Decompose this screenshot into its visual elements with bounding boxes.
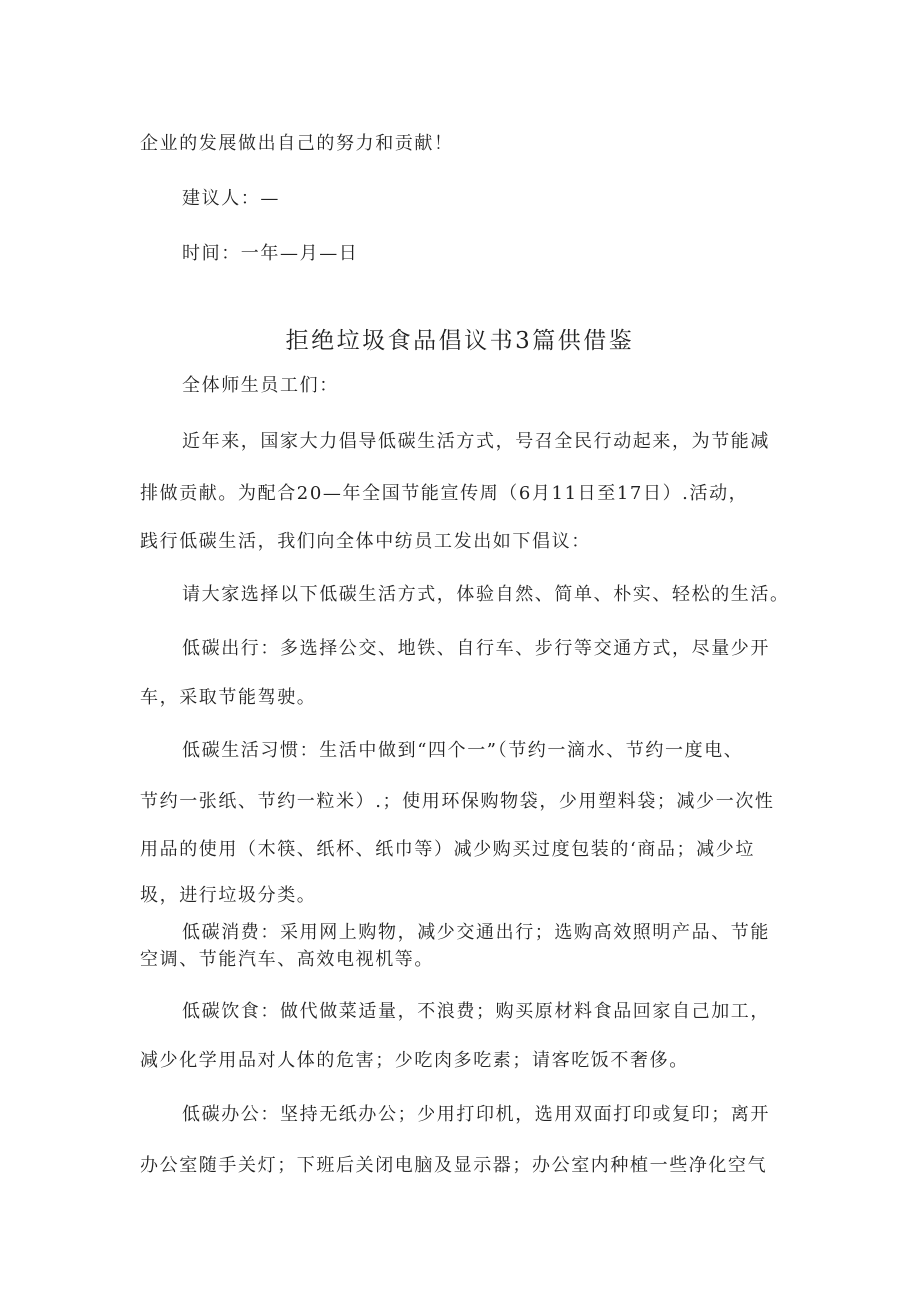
paragraph-line: 低碳生活习惯：生活中做到“四个一”（节约一滴水、节约一度电、 — [182, 740, 744, 761]
paragraph-line: 空调、节能汽车、高效电视机等。 — [140, 949, 434, 970]
paragraph-line: 低碳办公：坚持无纸办公；少用打印机，选用双面打印或复印；离开 — [182, 1104, 770, 1125]
paragraph-line: 减少化学用品对人体的危害；少吃肉多吃素；请客吃饭不奢侈。 — [140, 1050, 689, 1071]
paragraph-line: 低碳消费：采用网上购物，减少交通出行；选购高效照明产品、节能 — [182, 922, 770, 943]
date-line: 时间：一年—月—日 — [182, 243, 359, 264]
paragraph-line: 请大家选择以下低碳生活方式，体验自然、简单、朴实、轻松的生活。 — [182, 584, 790, 605]
paragraph-line: 节约一张纸、节约一粒米）.；使用环保购物袋，少用塑料袋；减少一次性 — [140, 791, 775, 812]
page-title: 拒绝垃圾食品倡议书3篇供借鉴 — [285, 328, 635, 354]
paragraph-line: 低碳出行：多选择公交、地铁、自行车、步行等交通方式，尽量少开 — [182, 638, 770, 659]
salutation: 全体师生员工们： — [182, 375, 339, 396]
continuation-line: 企业的发展做出自己的努力和贡献！ — [140, 133, 454, 154]
paragraph-line: 办公室随手关灯；下班后关闭电脑及显示器；办公室内种植一些净化空气 — [140, 1155, 768, 1176]
paragraph-line: 用品的使用（木筷、纸杯、纸巾等）减少购买过度包装的‘商品；减少垃 — [140, 839, 755, 860]
paragraph-line: 低碳饮食：做代做菜适量，不浪费；购买原材料食品回家自己加工， — [182, 1001, 770, 1022]
paragraph-line: 圾，进行垃圾分类。 — [140, 885, 317, 906]
paragraph-line: 车，采取节能驾驶。 — [140, 687, 317, 708]
paragraph-line: 践行低碳生活，我们向全体中纺员工发出如下倡议： — [140, 531, 591, 552]
proposer-line: 建议人：— — [182, 188, 280, 209]
paragraph-line: 近年来，国家大力倡导低碳生活方式，号召全民行动起来，为节能减 — [182, 431, 770, 452]
paragraph-line: 排做贡献。为配合20—年全国节能宣传周（6月11日至17日）.活动， — [140, 483, 749, 504]
